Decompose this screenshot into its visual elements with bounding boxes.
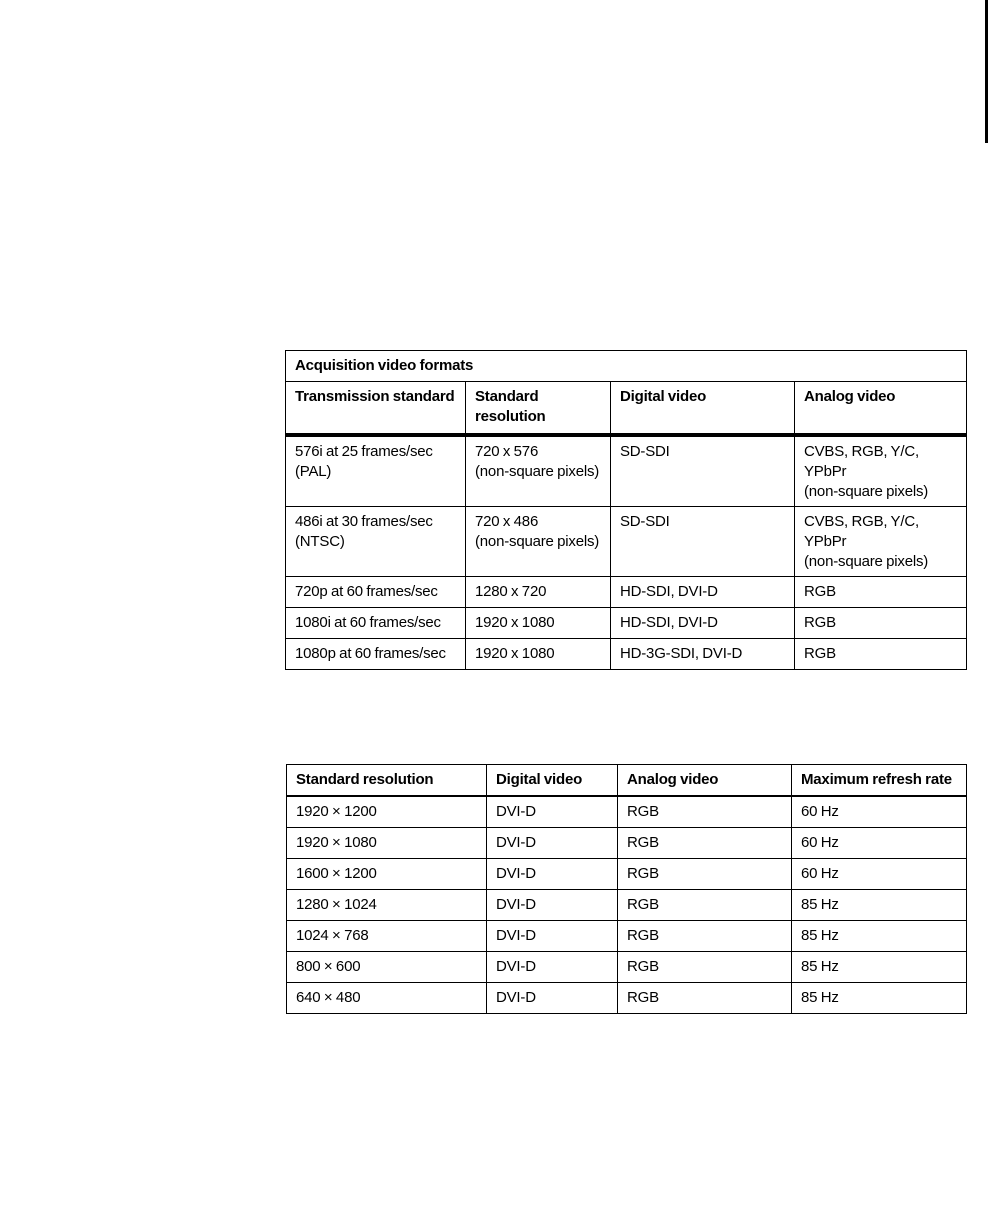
display-resolutions-table <box>286 764 967 1014</box>
header-transmission-standard: Transmission standard <box>286 382 466 436</box>
cell-analog-video: RGB <box>795 608 967 639</box>
cell-digital-video: HD-3G-SDI, DVI-D <box>611 639 795 670</box>
cell-analog-video: CVBS, RGB, Y/C, YPbPr (non-square pixels) <box>795 507 967 577</box>
cell-standard-resolution: 1920 x 1080 <box>466 608 611 639</box>
cell-digital-video: DVI-D <box>487 952 618 983</box>
table-row <box>286 608 967 639</box>
cell-analog-video: RGB <box>618 828 792 859</box>
header-analog-video: Analog video <box>795 382 967 436</box>
cell-digital-video: SD-SDI <box>611 435 795 507</box>
cell-digital-video: DVI-D <box>487 921 618 952</box>
cell-standard-resolution: 1280 x 720 <box>466 577 611 608</box>
table-row <box>286 639 967 670</box>
cell-resolution: 1280 × 1024 <box>287 890 487 921</box>
cell-analog-video: RGB <box>618 859 792 890</box>
cell-refresh-rate: 60 Hz <box>792 828 967 859</box>
table-row <box>286 435 967 507</box>
table-row <box>287 859 967 890</box>
cell-analog-video: RGB <box>618 890 792 921</box>
cell-digital-video: SD-SDI <box>611 507 795 577</box>
cell-digital-video: HD-SDI, DVI-D <box>611 577 795 608</box>
cell-digital-video: DVI-D <box>487 859 618 890</box>
cell-refresh-rate: 60 Hz <box>792 796 967 828</box>
cell-refresh-rate: 85 Hz <box>792 890 967 921</box>
cell-refresh-rate: 60 Hz <box>792 859 967 890</box>
cell-analog-video: RGB <box>618 952 792 983</box>
header-analog-video: Analog video <box>618 765 792 797</box>
table-row <box>286 507 967 577</box>
header-standard-resolution: Standard resolution <box>466 382 611 436</box>
cell-resolution: 800 × 600 <box>287 952 487 983</box>
acquisition-formats-table <box>285 350 967 670</box>
cell-transmission-standard: 1080i at 60 frames/sec <box>286 608 466 639</box>
cell-standard-resolution: 1920 x 1080 <box>466 639 611 670</box>
cell-analog-video: RGB <box>618 796 792 828</box>
table-row <box>287 921 967 952</box>
cell-resolution: 1920 × 1080 <box>287 828 487 859</box>
cell-digital-video: HD-SDI, DVI-D <box>611 608 795 639</box>
cell-analog-video: RGB <box>795 639 967 670</box>
cell-refresh-rate: 85 Hz <box>792 983 967 1014</box>
cell-analog-video: RGB <box>618 983 792 1014</box>
cell-digital-video: DVI-D <box>487 890 618 921</box>
cell-digital-video: DVI-D <box>487 983 618 1014</box>
header-digital-video: Digital video <box>487 765 618 797</box>
cell-standard-resolution: 720 x 486 (non-square pixels) <box>466 507 611 577</box>
cell-analog-video: RGB <box>618 921 792 952</box>
cell-transmission-standard: 486i at 30 frames/sec (NTSC) <box>286 507 466 577</box>
cell-analog-video: CVBS, RGB, Y/C, YPbPr (non-square pixels) <box>795 435 967 507</box>
cell-resolution: 1600 × 1200 <box>287 859 487 890</box>
table-title: Acquisition video formats <box>286 351 967 382</box>
cell-analog-video: RGB <box>795 577 967 608</box>
header-standard-resolution: Standard resolution <box>287 765 487 797</box>
cell-transmission-standard: 1080p at 60 frames/sec <box>286 639 466 670</box>
cell-refresh-rate: 85 Hz <box>792 952 967 983</box>
header-maximum-refresh-rate: Maximum refresh rate <box>792 765 967 797</box>
table-row <box>287 828 967 859</box>
cell-resolution: 1920 × 1200 <box>287 796 487 828</box>
table-row <box>287 952 967 983</box>
page-edge-rule <box>985 0 988 143</box>
cell-refresh-rate: 85 Hz <box>792 921 967 952</box>
table-row <box>287 983 967 1014</box>
header-digital-video: Digital video <box>611 382 795 436</box>
table-row <box>287 890 967 921</box>
cell-transmission-standard: 576i at 25 frames/sec (PAL) <box>286 435 466 507</box>
cell-transmission-standard: 720p at 60 frames/sec <box>286 577 466 608</box>
table-row <box>287 796 967 828</box>
cell-resolution: 1024 × 768 <box>287 921 487 952</box>
table-row <box>286 577 967 608</box>
cell-digital-video: DVI-D <box>487 828 618 859</box>
cell-digital-video: DVI-D <box>487 796 618 828</box>
cell-standard-resolution: 720 x 576 (non-square pixels) <box>466 435 611 507</box>
cell-resolution: 640 × 480 <box>287 983 487 1014</box>
